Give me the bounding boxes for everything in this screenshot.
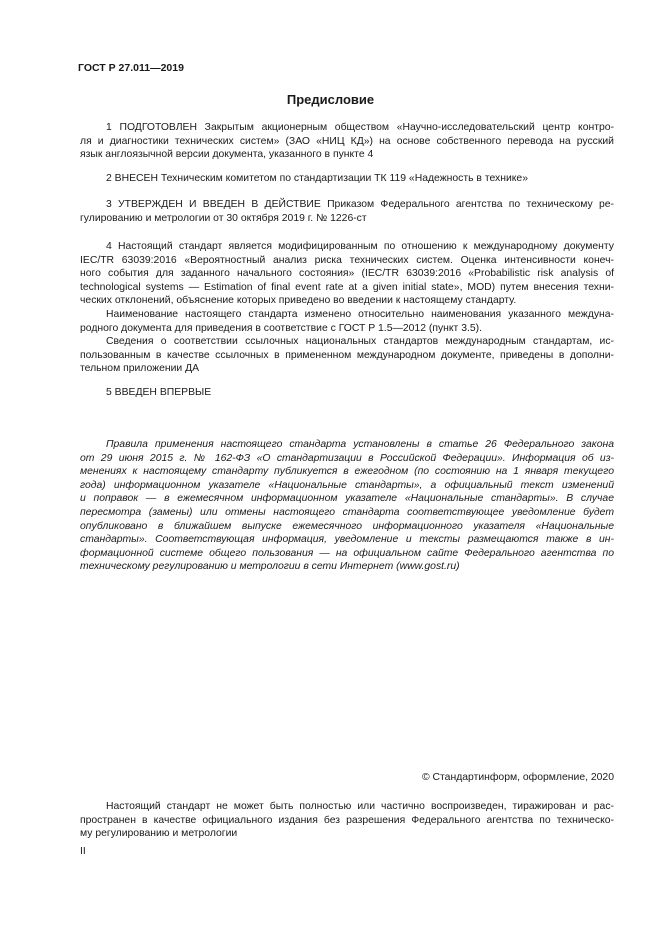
text-line: Правила применения настоящего стандарта установлены в статье 26 Федерального закона <box>106 439 614 450</box>
text-line: 3 УТВЕРЖДЕН И ВВЕДЕН В ДЕЙСТВИЕ Приказом Федерального агентства по техническому ре- <box>106 199 614 210</box>
text-line: 1 ПОДГОТОВЛЕН Закрытым акционерным обществом «Научно-исследовательский центр контро- <box>106 122 614 133</box>
text-line: ческих отклонений, объяснение которых приведено во введении к настоящему стандарту. <box>80 295 517 307</box>
application-notice <box>80 438 614 574</box>
text-line: 2 ВНЕСЕН Техническим комитетом по стандартизации ТК 119 «Надежность в технике» <box>106 173 528 184</box>
text-line: года) информационном указателе «Национальные стандарты», а официальный текст изменений <box>80 479 614 491</box>
text-line: стандарты». Соответствующая информация, уведомление и тексты размещаются также в ин- <box>80 534 614 546</box>
text-line: язык англоязычной версии документа, указанного в пункте 4 <box>80 149 374 161</box>
foreword-item-4 <box>80 240 614 308</box>
text-line: ля и диагностики технических систем» (ЗАО «НИЦ КД») на основе собственного перевода на русский <box>80 135 614 147</box>
foreword-item-5 <box>80 386 614 400</box>
document-code: ГОСТ Р 27.011—2019 <box>78 62 184 74</box>
text-line: техническому регулированию и метрологии в сети Интернет (www.gost.ru) <box>80 561 460 573</box>
text-line: 4 Настоящий стандарт является модифицированным по отношению к международному документу <box>106 241 614 252</box>
text-line: му регулированию и метрологии <box>80 828 238 840</box>
foreword-item-4-references-note <box>80 335 614 376</box>
text-line: IEC/TR 63039:2016 «Вероятностный анализ риска технических систем. Оценка интенсивности конеч- <box>80 254 614 266</box>
text-line: Сведения о соответствии ссылочных национальных стандартов международным стандартам, ис- <box>106 336 614 347</box>
text-line: technological systems — Estimation of final event rate at a given initial state», MOD) путем внесения техни- <box>80 281 614 293</box>
text-line: родного документа для приведения в соответствие с ГОСТ Р 1.5—2012 (пункт 3.5). <box>80 322 482 334</box>
page-number: II <box>80 846 86 857</box>
foreword-item-2 <box>80 172 614 186</box>
text-line: менениях к настоящему стандарту публикуется в ежегодном (по состоянию на 1 января текущего <box>80 466 614 478</box>
page-title: Предисловие <box>286 92 375 107</box>
foreword-item-1 <box>80 121 614 162</box>
text-line: Наименование настоящего стандарта изменено относительно наименования указанного междуна- <box>106 309 614 320</box>
copyright: © Стандартинформ, оформление, 2020 <box>421 772 614 783</box>
text-line: тельном приложении ДА <box>80 363 200 375</box>
text-line: пользованным в качестве ссылочных в примененном международном документе, приведены в дополни- <box>80 349 614 361</box>
foreword-item-3 <box>80 198 614 225</box>
foreword-item-4-title-note <box>80 308 614 335</box>
text-line: пространен в качестве официального издания без разрешения Федерального агентства по техническо- <box>80 814 614 826</box>
text-line: ного события для заданного начального состояния» (IEC/TR 63039:2016 «Probabilistic risk analysis of <box>80 268 614 280</box>
text-line: пересмотра (замены) или отмены настоящего стандарта соответствующее уведомление будет <box>80 506 614 518</box>
text-line: формационной системе общего пользования — на официальном сайте Федерального агентства по <box>80 547 614 559</box>
text-line: опубликовано в ближайшем выпуске ежемесячного информационного указателя «Национальные <box>80 520 614 532</box>
text-line: 5 ВВЕДЕН ВПЕРВЫЕ <box>106 387 212 398</box>
text-line: и поправок — в ежемесячном информационном указателе «Национальные стандарты». В случае <box>80 493 614 505</box>
text-line: от 29 июня 2015 г. № 162-ФЗ «О стандартизации в Российской Федерации». Информация об из- <box>80 452 614 464</box>
reproduction-notice <box>80 800 614 841</box>
text-line: Настоящий стандарт не может быть полностью или частично воспроизведен, тиражирован и рас- <box>106 801 614 812</box>
text-line: гулированию и метрологии от 30 октября 2019 г. № 1226-ст <box>80 212 367 224</box>
